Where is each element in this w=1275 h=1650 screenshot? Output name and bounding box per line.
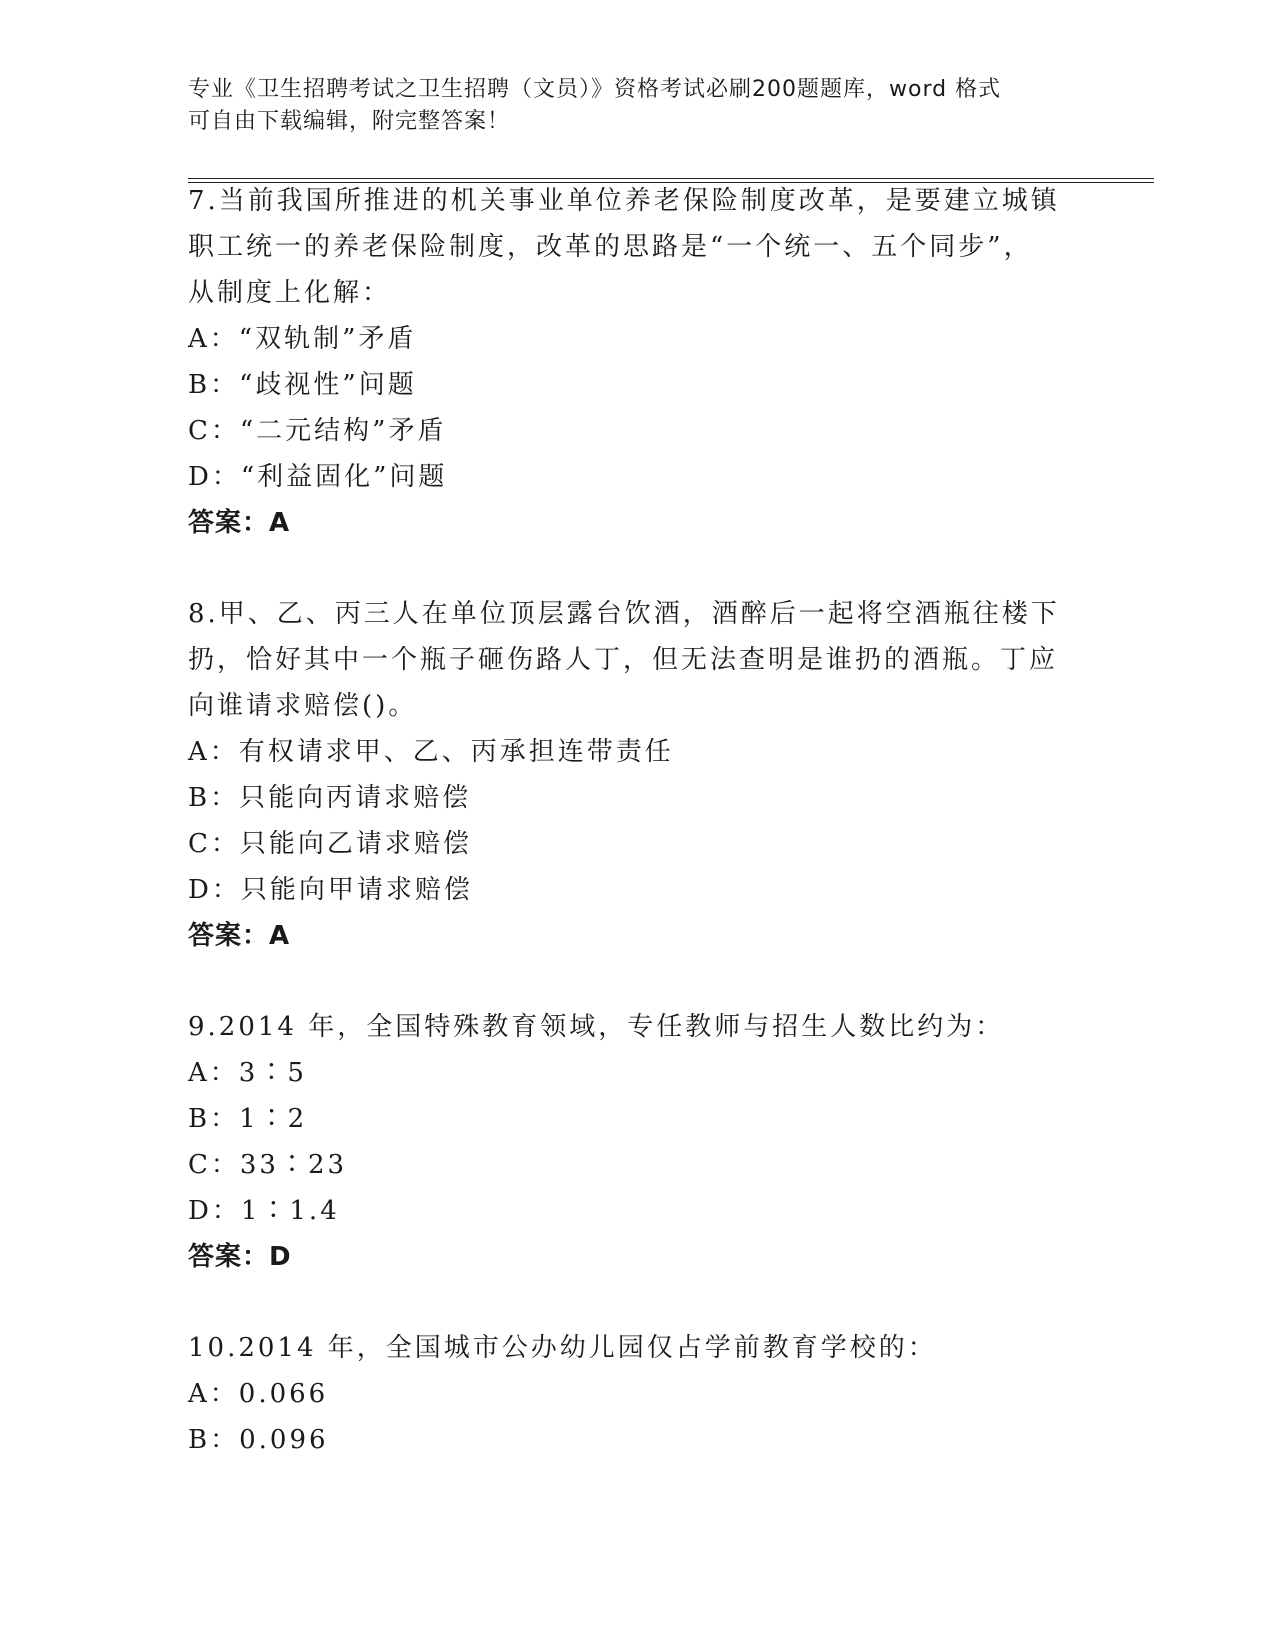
answer: 答案：A: [188, 921, 291, 951]
option-a: A：3∶5: [188, 1058, 307, 1088]
option-d: D：“利益固化”问题: [188, 462, 448, 492]
header-line-1: 专业《卫生招聘考试之卫生招聘（文员）》资格考试必刷200题题库，word 格式: [188, 77, 1002, 102]
header-line-2: 可自由下载编辑，附完整答案！: [188, 109, 511, 134]
option-a: A：0.066: [188, 1379, 329, 1409]
question-stem-line: 扔，恰好其中一个瓶子砸伤路人丁，但无法查明是谁扔的酒瓶。丁应: [188, 645, 1059, 675]
option-d: D：只能向甲请求赔偿: [188, 875, 473, 905]
question-stem-line: 7.当前我国所推进的机关事业单位养老保险制度改革，是要建立城镇: [188, 186, 1060, 216]
question-9: [188, 1004, 1128, 1280]
option-a: A：“双轨制”矛盾: [188, 324, 417, 354]
question-8: [188, 591, 1128, 959]
question-stem-line: 职工统一的养老保险制度，改革的思路是“一个统一、五个同步”，: [188, 232, 1033, 262]
question-10: [188, 1325, 1128, 1463]
question-stem-line: 从制度上化解：: [188, 278, 392, 308]
option-b: B：1∶2: [188, 1104, 308, 1134]
answer: 答案：D: [188, 1242, 292, 1272]
answer: 答案：A: [188, 508, 291, 538]
question-stem-line: 8.甲、乙、丙三人在单位顶层露台饮酒，酒醉后一起将空酒瓶往楼下: [188, 599, 1060, 629]
option-a: A：有权请求甲、乙、丙承担连带责任: [188, 737, 674, 767]
document-header: [188, 74, 1088, 138]
question-7: [188, 178, 1128, 546]
option-c: C：只能向乙请求赔偿: [188, 829, 472, 859]
option-c: C：“二元结构”矛盾: [188, 416, 447, 446]
option-b: B：0.096: [188, 1425, 329, 1455]
question-stem-line: 向谁请求赔偿()。: [188, 691, 418, 721]
option-d: D：1∶1.4: [188, 1196, 340, 1226]
question-stem-line: 9.2014 年，全国特殊教育领域，专任教师与招生人数比约为：: [188, 1012, 1005, 1042]
question-stem-line: 10.2014 年，全国城市公办幼儿园仅占学前教育学校的：: [188, 1333, 937, 1363]
option-c: C：33∶23: [188, 1150, 348, 1180]
option-b: B：“歧视性”问题: [188, 370, 417, 400]
option-b: B：只能向丙请求赔偿: [188, 783, 472, 813]
